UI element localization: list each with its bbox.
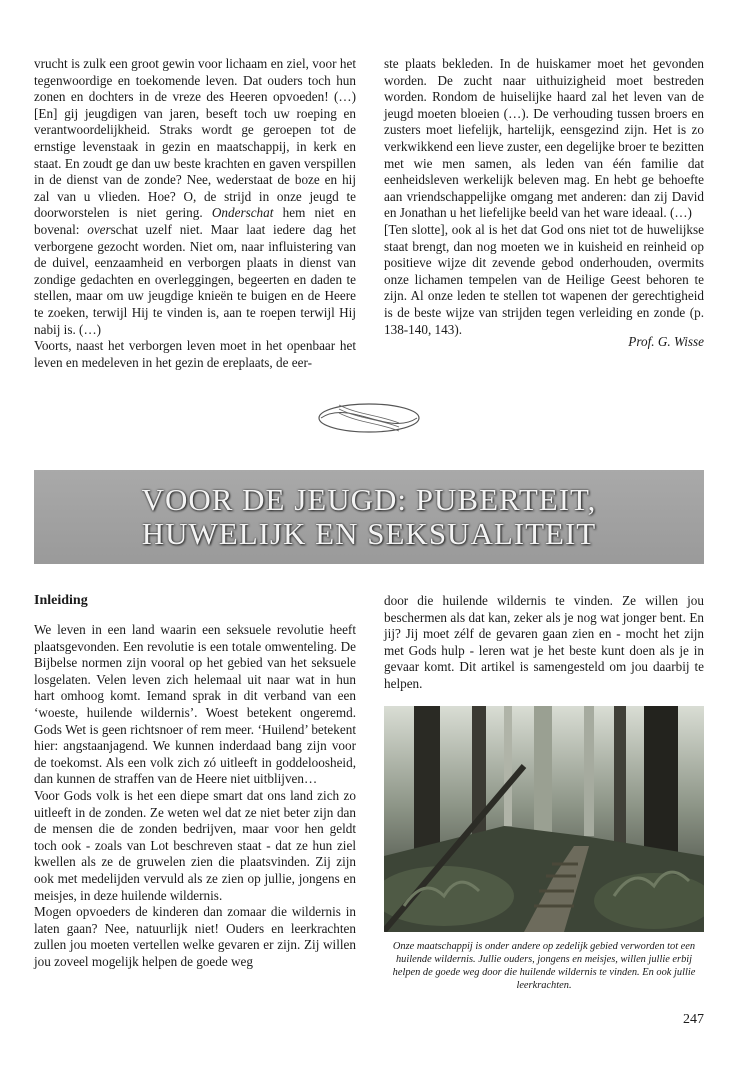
photo-caption: Onze maatschappij is onder andere op zedelijk gebied verworden tot een huilende wildernis. Jullie ouders, jongens en meisjes, willen jullie erbij helpen de goede weg door die huilende wildernis te vinden. En ook jullie leerkrachten.	[392, 941, 696, 991]
article-column-right-bottom	[384, 593, 704, 693]
banner-title-line-2: HUWELIJK EN SEKSUALITEIT	[141, 516, 597, 551]
article-column-right-top	[384, 56, 704, 338]
paragraph: door die huilende wildernis te vinden. Ze willen jou beschermen als dat kan, zeker als je nog wat jonger bent. En jij? Jij moet zélf de gevaren gaan zien en - mocht het zijn met Gods hulp - leren wat je het beste kunt doen als je in gevaar komt. Dit artikel is samengesteld om jou daarbij te helpen.	[384, 593, 704, 691]
emphasis-text: Onderschat	[211, 205, 274, 221]
paragraph: Voor Gods volk is het een diepe smart dat ons land zich zo uitleeft in de zonden. Ze weten wel dat ze niet beter zijn dan de mensen die de zonden bedrijven, maar voor hen geldt toch ook - zoals van Lot beschreven staat - dat ze hun ziel kwellen als ze de gruwelen zien die plaatsvinden. Zij zijn ook met medelijden vervuld als ze zien op jullie, jongens en meisjes, in deze huilende wildernis.	[34, 787, 356, 903]
paragraph: vrucht is zulk een groot gewin voor lichaam en ziel, voor het tegenwoordige en toekomende leven. Dat ouders toch hun zonen en dochters in de vreze des Heeren opvoeden! (…) [En] gij jeugdigen van jaren, beseft toch uw roeping en verantwoordelijkheid. Straks wordt ge geroepen tot de ernstige levenstaak in gezin en maatschappij, in kerk en staat. En zoudt ge dan uw beste krachten en gaven verspillen in de dienst van de zonde? Nee, wederstaat de boze en hij zal van u vlieden. Hoe? O, de strijd in onze jeugd te doorworstelen is niet gering. Onderschat hem niet en bovenal: overschat uzelf niet. Maar laat iedere dag het verborgene gezocht worden. Niet om, naar influistering van de duivel, eenzaamheid en verborgen plaats in dienst van zondige gedachten en overleggingen, begeerten en daden te stellen, maar om uw jeugdige knieën te buigen en de Heere te zoeken, terwijl Hij te vinden is, aan te roepen terwijl Hij nabij is. (…)	[34, 56, 356, 337]
paragraph: Mogen opvoeders de kinderen dan zomaar die wildernis in laten gaan? Nee, natuurlijk niet! Ouders en leerkrachten zullen jou moeten vertellen welke gevaren er zijn. Zij willen jou zoveel mogelijk helpen de goede weg	[34, 904, 356, 969]
page-number: 247	[683, 1012, 704, 1027]
paragraph: [Ten slotte], ook al is het dat God ons niet tot de huwelijkse staat brengt, dan nog moeten we in kuisheid en reinheid op positieve wijze dit zevende gebod onderhouden, overmits onze lichamen tempelen van de Heilige Geest behoren te zijn. Al onze leden te stellen tot wapenen der gerechtigheid is de beste wijze van strijden tegen verleiding en zonde (p. 138-140, 143).	[384, 221, 704, 337]
emphasis-text: over	[87, 221, 111, 237]
decorative-swirl-icon	[309, 399, 429, 437]
forest-photo	[384, 706, 704, 932]
forest-illustration	[384, 706, 704, 932]
author-signature: Prof. G. Wisse	[628, 334, 704, 349]
article-column-left-bottom	[34, 622, 356, 970]
paragraph: ste plaats bekleden. In de huiskamer moet het gevonden worden. De zucht naar uithuizigheid moet bestreden worden. Rondom de huiselijke haard zal het leven van de jeugd moeten bloeien (…). De verhouding tussen broers en zusters moet liefelijk, hartelijk, eensgezind zijn. Het is zo verkwikkend een lieve zuster, een degelijke broer te bezitten met wie men samen, als leden van één familie dat eenheidsleven werkelijk beleven mag. En hebt ge behoefte aan vriendschappelijke omgang met anderen: dan zij David en Jonathan u het liefelijke beeld van het ware ideaal. (…)	[384, 56, 704, 221]
paragraph: Voorts, naast het verborgen leven moet in het openbaar het leven en medeleven in het gezin de ereplaats, de eer-	[34, 338, 356, 370]
paragraph: We leven in een land waarin een seksuele revolutie heeft plaatsgevonden. Een revolutie is een totale omwenteling. De Bijbelse normen zijn vooral op het gebied van het seksuele losgelaten. Velen leven zich helemaal uit naar wat in hun hart omhoog komt. Iemand sprak in dit verband van een ‘woeste, huilende wildernis’. Woest betekent ongeremd. Gods Wet is geen richtsnoer of rem meer. ‘Huilend’ betekent hier: angstaanjagend. We kunnen inderdaad bang zijn voor de toekomst. Als een volk zich zó uitleeft in goddeloosheid, dan kunnen de straffen van de Heere niet uitblijven…	[34, 622, 356, 787]
article-column-left-top	[34, 56, 356, 371]
section-banner	[34, 470, 704, 564]
banner-title-line-1: VOOR DE JEUGD: PUBERTEIT,	[141, 482, 597, 517]
section-heading: Inleiding	[34, 593, 88, 608]
